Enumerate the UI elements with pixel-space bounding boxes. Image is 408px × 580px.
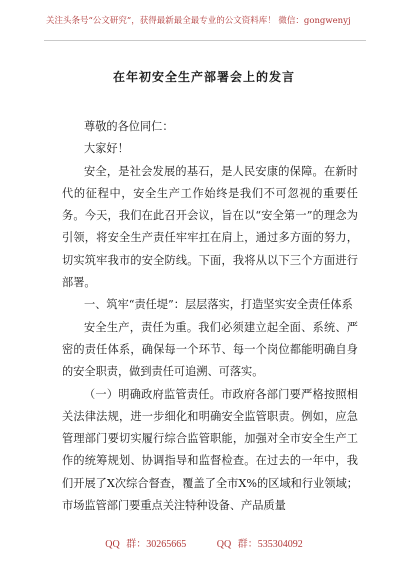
paragraph-intro: 安全，是社会发展的基石，是人民安康的保障。在新时代的征程中，安全生产工作始终是我们不可忽视的重要任务。今天，我们在此召开会议，旨在以“安全第一”的理念为引领，将安全生产责任牢牢扛在肩上，通过多方面的努力，切实筑牢我市的安全防线。下面，我将从以下三个方面进行部署。 xyxy=(62,164,358,290)
footer xyxy=(0,535,408,550)
greeting: 大家好！ xyxy=(84,142,129,156)
paragraph-government-supervision xyxy=(62,384,358,518)
document-body xyxy=(62,116,358,517)
header-divider xyxy=(44,40,366,41)
footer-qq-group-2: QQ 群：535304092 xyxy=(216,539,303,550)
document-title: 在年初安全生产部署会上的发言 xyxy=(112,70,295,84)
header-banner: 关注头条号“公文研究”，获得最新最全最专业的公文资料库！ 微信：gongwenyj xyxy=(46,16,351,26)
paragraph-government-supervision-text: 市政府各部门要严格按照相关法律法规，进一步细化和明确安全监管职责。例如，应急管理部门要切实履行综合监管职能，加强对全市安全生产工作的统筹规划、协调指导和监督检查。在过去的一年中，我们开展了X次综合督查，覆盖了全市X%的区域和行业领域；市场监管部门要重点关注特种设备、产品质量 xyxy=(62,387,358,513)
footer-qq-group-1: QQ 群：30265665 xyxy=(105,539,187,550)
paragraph-responsibility: 安全生产，责任为重。我们必须建立起全面、系统、严密的责任体系，确保每一个环节、每一个岗位都能明确自身的安全职责，做到责任可追溯、可落实。 xyxy=(62,320,358,379)
subsection-heading-1: （一）明确政府监管责任。 xyxy=(84,387,222,401)
salutation: 尊敬的各位同仁： xyxy=(84,120,174,133)
section-heading-1: 一、筑牢“责任堤”：层层落实，打造坚实安全责任体系 xyxy=(84,298,353,312)
